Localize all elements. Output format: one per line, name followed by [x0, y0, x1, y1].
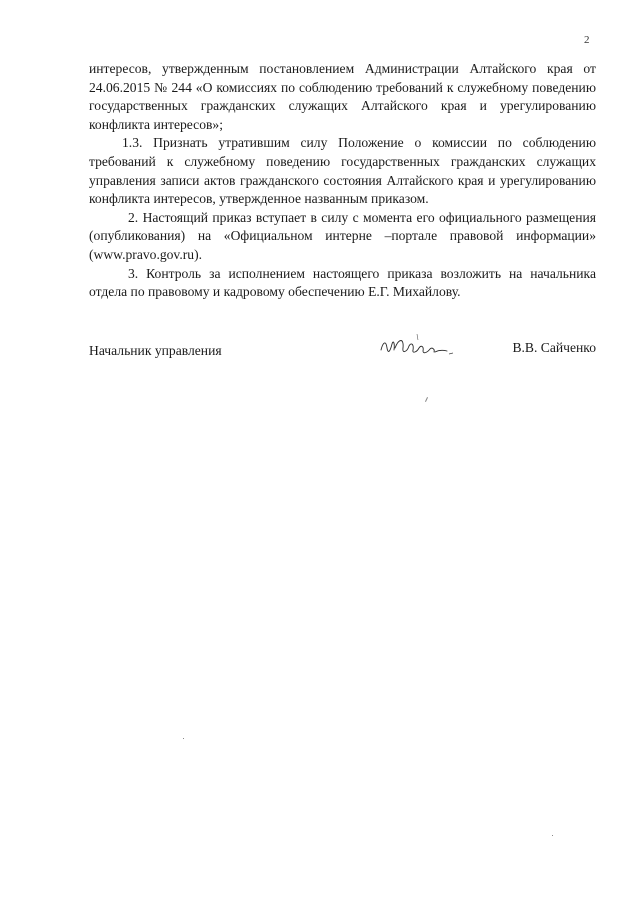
handwritten-signature	[377, 328, 457, 364]
paragraph-1-3: 1.3. Признать утратившим силу Положение о комиссии по соблюдению требований к служебному поведению государственных гражданских служащих управления записи актов гражданского состояния Алтайского края и урегулированию конфликта интересов, утвержденное названным приказом.	[89, 135, 596, 207]
signature-block	[89, 340, 596, 380]
signer-position-title: Начальник управления	[89, 343, 222, 358]
scan-speck	[183, 738, 184, 739]
paragraph-3: 3. Контроль за исполнением настоящего приказа возложить на начальника отдела по правовому и кадровому обеспечению Е.Г. Михайлову.	[89, 265, 596, 300]
page-number: 2	[584, 34, 590, 46]
paragraph-continuation: интересов, утвержденным постановлением Администрации Алтайского края от 24.06.2015 № 244 «О комиссиях по соблюдению требований к служебному поведению государственных гражданских служащих Алтайского края и урегулированию конфликта интересов»;	[89, 61, 596, 132]
paragraph-2: 2. Настоящий приказ вступает в силу с момента его официального размещения (опубликования) на «Официальном интерне –портале правовой информации» (www.pravo.gov.ru).	[89, 209, 596, 262]
document-body	[89, 60, 596, 302]
scan-speck	[425, 397, 428, 402]
signer-name: В.В. Сайченко	[512, 340, 596, 355]
scan-speck	[552, 835, 553, 836]
